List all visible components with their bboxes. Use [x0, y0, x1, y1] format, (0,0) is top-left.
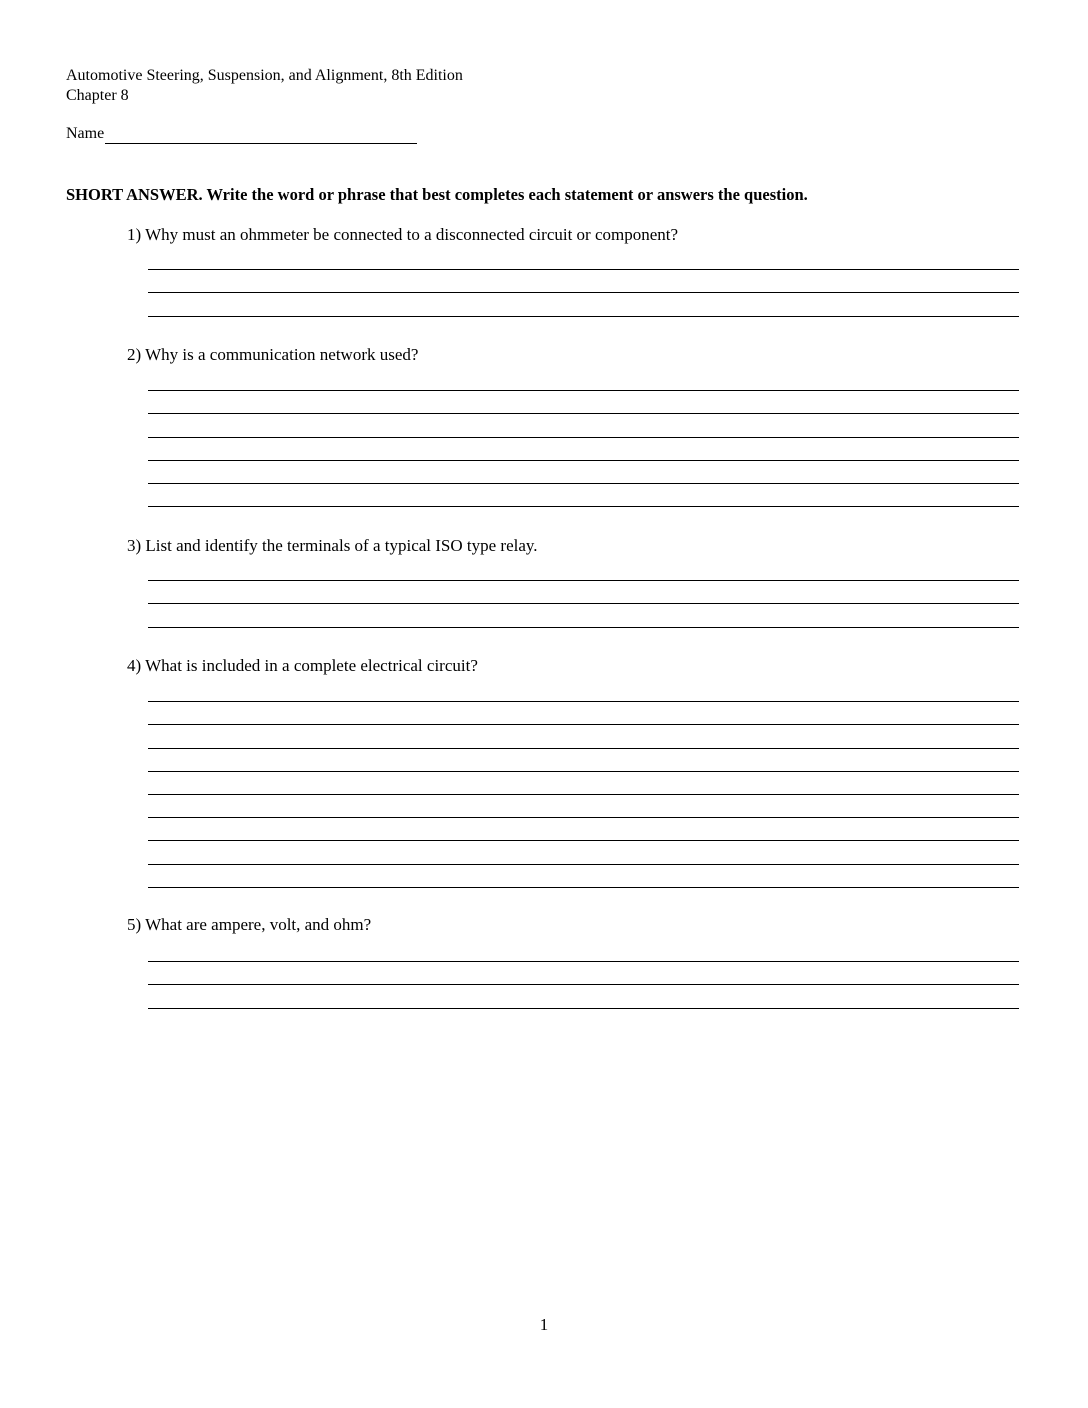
answer-lines-4[interactable] — [148, 679, 1019, 888]
name-row — [66, 124, 417, 144]
answer-lines-2[interactable] — [148, 368, 1019, 507]
answer-line[interactable] — [148, 725, 1019, 748]
chapter-label: Chapter 8 — [66, 87, 129, 104]
answer-lines-5[interactable] — [148, 939, 1019, 1009]
answer-line[interactable] — [148, 795, 1019, 818]
answer-line[interactable] — [148, 772, 1019, 795]
answer-line[interactable] — [148, 247, 1019, 270]
section-instructions: SHORT ANSWER. Write the word or phrase that best completes each statement or answers the question. — [66, 185, 808, 204]
document-header — [66, 66, 463, 106]
answer-line[interactable] — [148, 293, 1019, 316]
answer-lines-1[interactable] — [148, 247, 1019, 317]
question-3: 3) List and identify the terminals of a typical ISO type relay. — [127, 536, 538, 555]
name-field[interactable] — [105, 125, 417, 144]
book-title: Automotive Steering, Suspension, and Alignment, 8th Edition — [66, 67, 463, 84]
answer-line[interactable] — [148, 461, 1019, 484]
answer-line[interactable] — [148, 604, 1019, 627]
answer-line[interactable] — [148, 391, 1019, 414]
answer-line[interactable] — [148, 484, 1019, 507]
answer-line[interactable] — [148, 841, 1019, 864]
answer-line[interactable] — [148, 985, 1019, 1008]
answer-line[interactable] — [148, 865, 1019, 888]
answer-line[interactable] — [148, 438, 1019, 461]
answer-lines-3[interactable] — [148, 558, 1019, 628]
answer-line[interactable] — [148, 679, 1019, 702]
answer-line[interactable] — [148, 749, 1019, 772]
answer-line[interactable] — [148, 962, 1019, 985]
question-2: 2) Why is a communication network used? — [127, 345, 419, 364]
question-4: 4) What is included in a complete electrical circuit? — [127, 656, 478, 675]
answer-line[interactable] — [148, 558, 1019, 581]
name-label: Name — [66, 125, 105, 142]
answer-line[interactable] — [148, 702, 1019, 725]
answer-line[interactable] — [148, 818, 1019, 841]
question-1: 1) Why must an ohmmeter be connected to a disconnected circuit or component? — [127, 225, 679, 244]
answer-line[interactable] — [148, 939, 1019, 962]
answer-line[interactable] — [148, 414, 1019, 437]
page-number: 1 — [539, 1315, 549, 1334]
answer-line[interactable] — [148, 368, 1019, 391]
question-5: 5) What are ampere, volt, and ohm? — [127, 915, 372, 934]
answer-line[interactable] — [148, 270, 1019, 293]
answer-line[interactable] — [148, 581, 1019, 604]
